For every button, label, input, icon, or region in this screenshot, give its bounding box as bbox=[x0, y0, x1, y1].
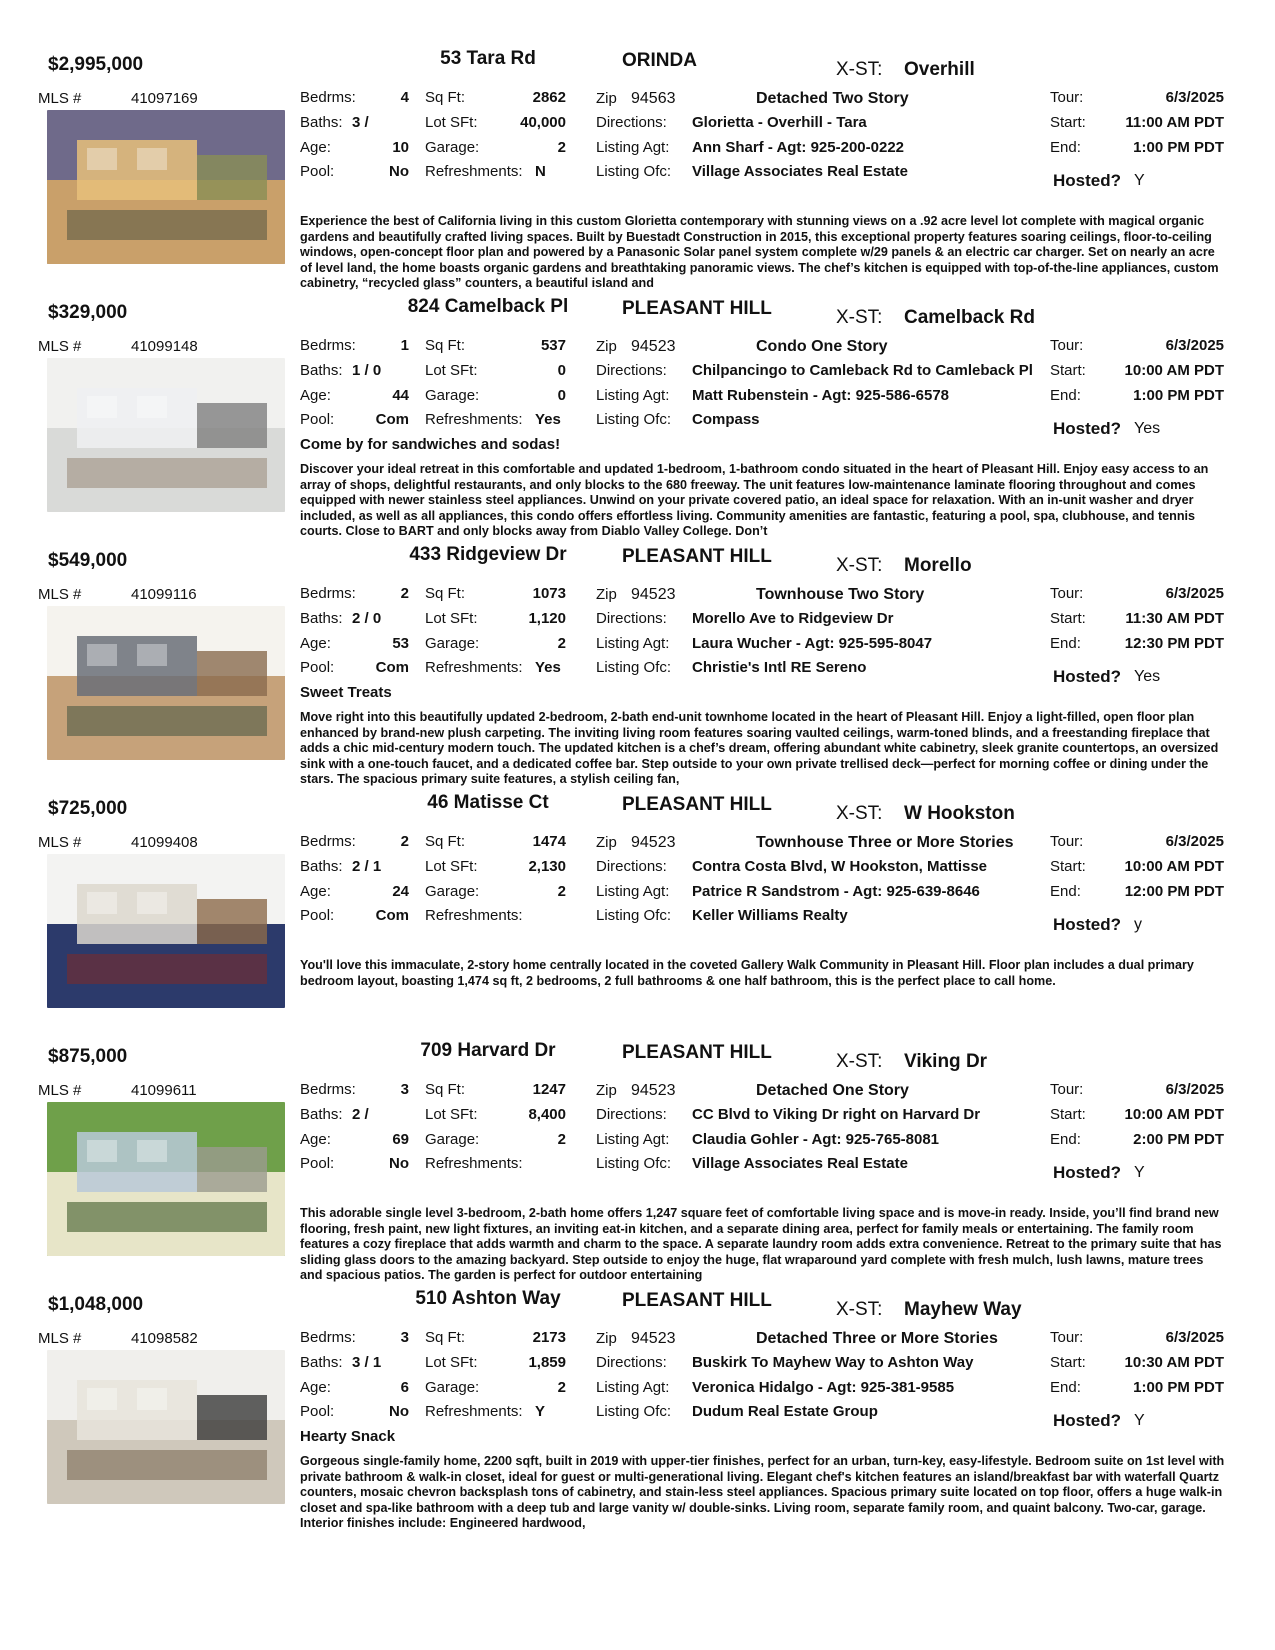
listing-city: PLEASANT HILL bbox=[622, 794, 772, 815]
listing-photo bbox=[47, 110, 285, 264]
bedrooms-value: 4 bbox=[400, 89, 409, 106]
listing-office-value: Village Associates Real Estate bbox=[692, 163, 908, 180]
listing-card bbox=[0, 296, 1275, 558]
listing-office-value: Village Associates Real Estate bbox=[692, 1155, 908, 1172]
mls-number: 41099148 bbox=[131, 338, 198, 355]
mls-label: MLS # bbox=[38, 90, 82, 107]
start-label: Start: bbox=[1050, 114, 1086, 131]
hosted-label: Hosted? bbox=[1053, 419, 1121, 438]
listing-address: 53 Tara Rd bbox=[440, 48, 536, 69]
sqft-label: Sq Ft: bbox=[425, 833, 466, 850]
age-value: 6 bbox=[400, 1379, 409, 1396]
listing-office-value: Keller Williams Realty bbox=[692, 907, 848, 924]
refreshments-label: Refreshments: bbox=[425, 163, 523, 180]
lot-sqft-label: Lot SFt: bbox=[425, 1354, 478, 1371]
tour-label: Tour: bbox=[1050, 1081, 1084, 1098]
listing-office-value: Compass bbox=[692, 411, 760, 428]
sqft-value: 537 bbox=[540, 337, 566, 354]
cross-street-label: X-ST: bbox=[836, 1051, 883, 1072]
garage-value: 2 bbox=[557, 139, 566, 156]
pool-label: Pool: bbox=[300, 1403, 335, 1420]
listing-agent-label: Listing Agt: bbox=[596, 139, 670, 156]
pool-value: No bbox=[389, 163, 409, 180]
end-time: 1:00 PM PDT bbox=[1133, 387, 1224, 404]
garage-value: 2 bbox=[557, 883, 566, 900]
listing-agent-value: Matt Rubenstein - Agt: 925-586-6578 bbox=[692, 387, 950, 404]
pool-value: Com bbox=[375, 659, 409, 676]
baths-label: Baths: bbox=[300, 114, 343, 131]
listing-office-label: Listing Ofc: bbox=[596, 411, 672, 428]
garage-label: Garage: bbox=[425, 1379, 480, 1396]
directions-label: Directions: bbox=[596, 1354, 667, 1371]
listing-agent-value: Patrice R Sandstrom - Agt: 925-639-8646 bbox=[692, 883, 980, 900]
property-type: Detached One Story bbox=[756, 1082, 909, 1099]
start-time: 10:00 AM PDT bbox=[1124, 858, 1224, 875]
sqft-label: Sq Ft: bbox=[425, 1329, 466, 1346]
sqft-value: 2862 bbox=[532, 89, 566, 106]
listing-agent-value: Ann Sharf - Agt: 925-200-0222 bbox=[692, 139, 905, 156]
mls-label: MLS # bbox=[38, 1330, 82, 1347]
start-time: 10:00 AM PDT bbox=[1124, 362, 1224, 379]
garage-label: Garage: bbox=[425, 635, 480, 652]
refreshments-value: N bbox=[535, 163, 546, 180]
mls-number: 41099116 bbox=[131, 586, 197, 603]
age-value: 53 bbox=[392, 635, 409, 652]
lot-sqft-value: 8,400 bbox=[528, 1106, 566, 1123]
cross-street: Morello bbox=[904, 555, 972, 576]
end-label: End: bbox=[1050, 1131, 1081, 1148]
directions-value: Morello Ave to Ridgeview Dr bbox=[692, 610, 894, 627]
cross-street-label: X-ST: bbox=[836, 59, 883, 80]
listing-address: 709 Harvard Dr bbox=[420, 1040, 556, 1061]
baths-label: Baths: bbox=[300, 610, 343, 627]
pool-value: Com bbox=[375, 907, 409, 924]
tour-date: 6/3/2025 bbox=[1165, 1329, 1224, 1346]
mls-number: 41098582 bbox=[131, 1330, 198, 1347]
hosted-value: Y bbox=[1134, 172, 1145, 189]
bedrooms-label: Bedrms: bbox=[300, 89, 356, 106]
baths-label: Baths: bbox=[300, 362, 343, 379]
listing-photo bbox=[47, 1102, 285, 1256]
garage-value: 2 bbox=[557, 1379, 566, 1396]
zip-value: 94523 bbox=[631, 834, 676, 851]
directions-label: Directions: bbox=[596, 362, 667, 379]
cross-street-label: X-ST: bbox=[836, 555, 883, 576]
refreshment-note: Hearty Snack bbox=[300, 1428, 396, 1445]
listing-remarks: You'll love this immaculate, 2-story home centrally located in the coveted Gallery Walk Community in Pleasant Hill. Floor plan includes a dual primary bedroom layout, boasting 1,474 sq ft, 2 bedrooms, 2 full bathrooms & one half bathroom, this is the perfect place to call home. bbox=[300, 958, 1194, 988]
refreshments-label: Refreshments: bbox=[425, 907, 523, 924]
baths-value: 3 / bbox=[352, 114, 369, 131]
listing-agent-label: Listing Agt: bbox=[596, 1131, 670, 1148]
lot-sqft-label: Lot SFt: bbox=[425, 114, 478, 131]
listing-price: $875,000 bbox=[48, 1046, 128, 1067]
tour-date: 6/3/2025 bbox=[1165, 1081, 1224, 1098]
tour-label: Tour: bbox=[1050, 1329, 1084, 1346]
zip-value: 94523 bbox=[631, 1330, 676, 1347]
garage-value: 2 bbox=[557, 635, 566, 652]
cross-street: Camelback Rd bbox=[904, 307, 1035, 328]
tour-label: Tour: bbox=[1050, 89, 1084, 106]
mls-number: 41099408 bbox=[131, 834, 198, 851]
zip-value: 94523 bbox=[631, 1082, 676, 1099]
end-label: End: bbox=[1050, 1379, 1081, 1396]
listing-agent-label: Listing Agt: bbox=[596, 1379, 670, 1396]
age-value: 24 bbox=[392, 883, 409, 900]
baths-value: 2 / 0 bbox=[352, 610, 382, 627]
tour-date: 6/3/2025 bbox=[1165, 585, 1224, 602]
sqft-value: 1247 bbox=[532, 1081, 566, 1098]
zip-label: Zip bbox=[596, 90, 617, 107]
directions-value: Glorietta - Overhill - Tara bbox=[692, 114, 867, 131]
age-label: Age: bbox=[300, 139, 331, 156]
end-label: End: bbox=[1050, 635, 1081, 652]
garage-value: 2 bbox=[557, 1131, 566, 1148]
sqft-label: Sq Ft: bbox=[425, 89, 466, 106]
listing-agent-value: Veronica Hidalgo - Agt: 925-381-9585 bbox=[692, 1379, 955, 1396]
property-type: Townhouse Two Story bbox=[756, 586, 925, 603]
age-label: Age: bbox=[300, 387, 331, 404]
sqft-label: Sq Ft: bbox=[425, 585, 466, 602]
hosted-label: Hosted? bbox=[1053, 1411, 1121, 1430]
listing-agent-label: Listing Agt: bbox=[596, 883, 670, 900]
sqft-value: 1474 bbox=[532, 833, 566, 850]
tour-date: 6/3/2025 bbox=[1165, 833, 1224, 850]
refreshments-value: Yes bbox=[535, 411, 561, 428]
property-type: Townhouse Three or More Stories bbox=[756, 834, 1014, 851]
age-label: Age: bbox=[300, 635, 331, 652]
zip-label: Zip bbox=[596, 834, 617, 851]
end-time: 1:00 PM PDT bbox=[1133, 1379, 1224, 1396]
bedrooms-value: 3 bbox=[400, 1081, 409, 1098]
listing-price: $1,048,000 bbox=[48, 1294, 144, 1315]
mls-number: 41097169 bbox=[131, 90, 198, 107]
end-time: 12:30 PM PDT bbox=[1124, 635, 1224, 652]
refreshments-label: Refreshments: bbox=[425, 659, 523, 676]
listing-remarks: Gorgeous single-family home, 2200 sqft, built in 2019 with upper-tier finishes, perfect for an urban, turn-key, easy-lifestyle. Bedroom suite on 1st level with private bathroom & walk-in closet, ideal for guest or multi-generational living. Elegant chef's kitchen features an island/breakfast bar with waterfall Quartz counters, mosaic chevron backsplash tons of cabinetry, and stain-less steel appliances. Spacious primary suite located on top floor, offers a huge walk-in closet and spa-like bathroom with a deep tub and large vanity w/ double-sinks. Living room, separate family room, and quaint balcony. Two-car, garage. Interior finishes include: Engineered hardwood, bbox=[300, 1454, 1225, 1531]
listing-address: 433 Ridgeview Dr bbox=[409, 544, 567, 565]
bedrooms-value: 1 bbox=[400, 337, 409, 354]
baths-value: 2 / bbox=[352, 1106, 369, 1123]
garage-label: Garage: bbox=[425, 387, 480, 404]
bedrooms-label: Bedrms: bbox=[300, 337, 356, 354]
listing-city: PLEASANT HILL bbox=[622, 546, 772, 567]
refreshments-value: Y bbox=[535, 1403, 546, 1420]
directions-label: Directions: bbox=[596, 610, 667, 627]
lot-sqft-value: 0 bbox=[557, 362, 566, 379]
listing-office-label: Listing Ofc: bbox=[596, 1155, 672, 1172]
bedrooms-value: 2 bbox=[400, 833, 409, 850]
listing-office-label: Listing Ofc: bbox=[596, 163, 672, 180]
listing-price: $329,000 bbox=[48, 302, 128, 323]
refreshments-label: Refreshments: bbox=[425, 1403, 523, 1420]
tour-label: Tour: bbox=[1050, 337, 1084, 354]
start-label: Start: bbox=[1050, 1106, 1086, 1123]
end-label: End: bbox=[1050, 139, 1081, 156]
listing-agent-value: Laura Wucher - Agt: 925-595-8047 bbox=[692, 635, 933, 652]
end-label: End: bbox=[1050, 883, 1081, 900]
baths-value: 1 / 0 bbox=[352, 362, 382, 379]
bedrooms-label: Bedrms: bbox=[300, 585, 356, 602]
hosted-label: Hosted? bbox=[1053, 915, 1121, 934]
refreshment-note: Come by for sandwiches and sodas! bbox=[300, 436, 561, 453]
lot-sqft-value: 2,130 bbox=[528, 858, 566, 875]
property-type: Detached Two Story bbox=[756, 90, 909, 107]
listing-agent-label: Listing Agt: bbox=[596, 387, 670, 404]
listing-office-value: Christie's Intl RE Sereno bbox=[692, 659, 867, 676]
directions-value: CC Blvd to Viking Dr right on Harvard Dr bbox=[692, 1106, 981, 1123]
start-label: Start: bbox=[1050, 1354, 1086, 1371]
listing-office-label: Listing Ofc: bbox=[596, 907, 672, 924]
listing-city: PLEASANT HILL bbox=[622, 298, 772, 319]
refreshment-note: Sweet Treats bbox=[300, 684, 392, 701]
baths-value: 2 / 1 bbox=[352, 858, 382, 875]
hosted-value: Y bbox=[1134, 1164, 1145, 1181]
listing-office-label: Listing Ofc: bbox=[596, 659, 672, 676]
pool-label: Pool: bbox=[300, 1155, 335, 1172]
hosted-value: y bbox=[1134, 916, 1142, 933]
cross-street-label: X-ST: bbox=[836, 1299, 883, 1320]
baths-label: Baths: bbox=[300, 858, 343, 875]
mls-number: 41099611 bbox=[131, 1082, 197, 1099]
zip-value: 94523 bbox=[631, 338, 676, 355]
zip-label: Zip bbox=[596, 586, 617, 603]
baths-label: Baths: bbox=[300, 1106, 343, 1123]
pool-value: Com bbox=[375, 411, 409, 428]
sqft-value: 1073 bbox=[532, 585, 566, 602]
zip-value: 94523 bbox=[631, 586, 676, 603]
bedrooms-label: Bedrms: bbox=[300, 1081, 356, 1098]
lot-sqft-value: 1,120 bbox=[528, 610, 566, 627]
sqft-label: Sq Ft: bbox=[425, 1081, 466, 1098]
mls-label: MLS # bbox=[38, 1082, 82, 1099]
sqft-label: Sq Ft: bbox=[425, 337, 466, 354]
garage-label: Garage: bbox=[425, 1131, 480, 1148]
pool-value: No bbox=[389, 1155, 409, 1172]
bedrooms-label: Bedrms: bbox=[300, 1329, 356, 1346]
garage-value: 0 bbox=[557, 387, 566, 404]
lot-sqft-label: Lot SFt: bbox=[425, 858, 478, 875]
tour-label: Tour: bbox=[1050, 833, 1084, 850]
listing-address: 824 Camelback Pl bbox=[407, 296, 569, 317]
refreshments-value: Yes bbox=[535, 659, 561, 676]
tour-label: Tour: bbox=[1050, 585, 1084, 602]
listing-city: PLEASANT HILL bbox=[622, 1042, 772, 1063]
listing-photo bbox=[47, 854, 285, 1008]
directions-value: Contra Costa Blvd, W Hookston, Mattisse bbox=[692, 858, 988, 875]
start-label: Start: bbox=[1050, 610, 1086, 627]
baths-label: Baths: bbox=[300, 1354, 343, 1371]
pool-value: No bbox=[389, 1403, 409, 1420]
property-type: Condo One Story bbox=[756, 338, 888, 355]
garage-label: Garage: bbox=[425, 139, 480, 156]
cross-street: W Hookston bbox=[904, 803, 1015, 824]
listing-card bbox=[0, 1288, 1275, 1550]
directions-label: Directions: bbox=[596, 858, 667, 875]
hosted-value: Y bbox=[1134, 1412, 1145, 1429]
listing-photo bbox=[47, 606, 285, 760]
listing-city: PLEASANT HILL bbox=[622, 1290, 772, 1311]
garage-label: Garage: bbox=[425, 883, 480, 900]
lot-sqft-label: Lot SFt: bbox=[425, 1106, 478, 1123]
hosted-value: Yes bbox=[1134, 420, 1161, 437]
cross-street-label: X-ST: bbox=[836, 803, 883, 824]
directions-value: Chilpancingo to Camleback Rd to Camleback Pl bbox=[692, 362, 1033, 379]
cross-street: Viking Dr bbox=[904, 1051, 988, 1072]
listing-city: ORINDA bbox=[622, 50, 697, 71]
hosted-label: Hosted? bbox=[1053, 171, 1121, 190]
bedrooms-value: 2 bbox=[400, 585, 409, 602]
listing-card bbox=[0, 48, 1275, 310]
refreshments-label: Refreshments: bbox=[425, 1155, 523, 1172]
start-time: 10:00 AM PDT bbox=[1124, 1106, 1224, 1123]
lot-sqft-value: 1,859 bbox=[528, 1354, 566, 1371]
start-time: 11:30 AM PDT bbox=[1125, 610, 1224, 627]
listing-agent-label: Listing Agt: bbox=[596, 635, 670, 652]
directions-label: Directions: bbox=[596, 114, 667, 131]
start-time: 10:30 AM PDT bbox=[1124, 1354, 1224, 1371]
hosted-label: Hosted? bbox=[1053, 667, 1121, 686]
end-label: End: bbox=[1050, 387, 1081, 404]
bedrooms-label: Bedrms: bbox=[300, 833, 356, 850]
listing-price: $725,000 bbox=[48, 798, 128, 819]
lot-sqft-label: Lot SFt: bbox=[425, 362, 478, 379]
pool-label: Pool: bbox=[300, 659, 335, 676]
bedrooms-value: 3 bbox=[400, 1329, 409, 1346]
age-label: Age: bbox=[300, 883, 331, 900]
listing-photo bbox=[47, 358, 285, 512]
end-time: 2:00 PM PDT bbox=[1133, 1131, 1224, 1148]
listing-card bbox=[0, 544, 1275, 806]
start-label: Start: bbox=[1050, 362, 1086, 379]
end-time: 12:00 PM PDT bbox=[1124, 883, 1224, 900]
pool-label: Pool: bbox=[300, 411, 335, 428]
mls-label: MLS # bbox=[38, 834, 82, 851]
listing-remarks: This adorable single level 3-bedroom, 2-bath home offers 1,247 square feet of comfortable living space and is move-in ready. Inside, you’ll find brand new flooring, fresh paint, new light fixtures, an inviting eat-in kitchen, and a separate dining area, perfect for family meals or entertaining. The family room features a cozy fireplace that adds warmth and charm to the space. A separate laundry room adds extra convenience. Retreat to the primary suite that has sliding glass doors to the amazing backyard. Step outside to enjoy the huge, flat wraparound yard complete with fresh mulch, lush lawns, mature trees and spacious patios. The garden is perfect for outdoor entertaining bbox=[300, 1206, 1222, 1283]
listing-remarks: Experience the best of California living in this custom Glorietta contemporary with stunning views on a .92 acre level lot complete with magical organic gardens and beautifully crafted living spaces. Built by Buestadt Construction in 2015, this exceptional property features soaring ceilings, floor-to-ceiling windows, open-concept floor plan and powered by a Panasonic Solar panel system complete w/29 panels & an electric car charger. Set on nearly an acre of level land, the home boasts organic gardens and breathtaking panoramic views. The chef’s kitchen is equipped with top-of-the-line appliances, custom cabinetry, “recycled glass” counters, a beautiful island and bbox=[300, 214, 1219, 291]
zip-label: Zip bbox=[596, 1330, 617, 1347]
age-label: Age: bbox=[300, 1379, 331, 1396]
listing-price: $2,995,000 bbox=[48, 54, 144, 75]
property-type: Detached Three or More Stories bbox=[756, 1330, 998, 1347]
lot-sqft-value: 40,000 bbox=[520, 114, 566, 131]
listing-office-label: Listing Ofc: bbox=[596, 1403, 672, 1420]
pool-label: Pool: bbox=[300, 163, 335, 180]
listing-address: 510 Ashton Way bbox=[415, 1288, 561, 1309]
tour-date: 6/3/2025 bbox=[1165, 337, 1224, 354]
directions-label: Directions: bbox=[596, 1106, 667, 1123]
end-time: 1:00 PM PDT bbox=[1133, 139, 1224, 156]
age-label: Age: bbox=[300, 1131, 331, 1148]
age-value: 10 bbox=[392, 139, 409, 156]
cross-street-label: X-ST: bbox=[836, 307, 883, 328]
hosted-value: Yes bbox=[1134, 668, 1161, 685]
listing-card bbox=[0, 1040, 1275, 1302]
listing-office-value: Dudum Real Estate Group bbox=[692, 1403, 878, 1420]
zip-value: 94563 bbox=[631, 90, 676, 107]
listing-address: 46 Matisse Ct bbox=[427, 792, 549, 813]
age-value: 44 bbox=[392, 387, 409, 404]
refreshments-label: Refreshments: bbox=[425, 411, 523, 428]
listing-photo bbox=[47, 1350, 285, 1504]
listing-remarks: Move right into this beautifully updated 2-bedroom, 2-bath end-unit townhome located in the heart of Pleasant Hill. Enjoy a light-filled, open floor plan enhanced by brand-new plush carpeting. The inviting living room features soaring vaulted ceilings, warm-toned blinds, and a freestanding fireplace that adds a chic mid-century modern touch. The updated kitchen is a chef’s dream, offering abundant white cabinetry, sleek granite countertops, an oversized sink with a one-touch faucet, and a dedicated coffee bar. Step outside to your own private trellised deck—perfect for morning coffee or dining under the stars. The spacious primary suite features, a stylish ceiling fan, bbox=[300, 710, 1219, 787]
mls-label: MLS # bbox=[38, 338, 82, 355]
hosted-label: Hosted? bbox=[1053, 1163, 1121, 1182]
lot-sqft-label: Lot SFt: bbox=[425, 610, 478, 627]
pool-label: Pool: bbox=[300, 907, 335, 924]
mls-label: MLS # bbox=[38, 586, 82, 603]
sqft-value: 2173 bbox=[532, 1329, 566, 1346]
listing-agent-value: Claudia Gohler - Agt: 925-765-8081 bbox=[692, 1131, 940, 1148]
zip-label: Zip bbox=[596, 338, 617, 355]
cross-street: Overhill bbox=[904, 59, 975, 80]
start-label: Start: bbox=[1050, 858, 1086, 875]
baths-value: 3 / 1 bbox=[352, 1354, 382, 1371]
cross-street: Mayhew Way bbox=[904, 1299, 1022, 1320]
listing-remarks: Discover your ideal retreat in this comfortable and updated 1-bedroom, 1-bathroom condo situated in the heart of Pleasant Hill. Enjoy easy access to an array of shops, delightful restaurants, and only blocks to the 680 freeway. The unit features low-maintenance laminate flooring throughout and comes equipped with newer stainless steel appliances. Unwind on your private covered patio, an ideal space for relaxation. With an in-unit washer and dryer included, as well as all appliances, this condo offers effortless living. Community amenities are fantastic, featuring a pool, spa, clubhouse, and tennis courts. Close to BART and only blocks away from Diablo Valley College. Don’t bbox=[300, 462, 1209, 539]
zip-label: Zip bbox=[596, 1082, 617, 1099]
listing-price: $549,000 bbox=[48, 550, 128, 571]
age-value: 69 bbox=[392, 1131, 409, 1148]
directions-value: Buskirk To Mayhew Way to Ashton Way bbox=[692, 1354, 974, 1371]
start-time: 11:00 AM PDT bbox=[1125, 114, 1224, 131]
listing-card bbox=[0, 792, 1275, 1054]
tour-date: 6/3/2025 bbox=[1165, 89, 1224, 106]
